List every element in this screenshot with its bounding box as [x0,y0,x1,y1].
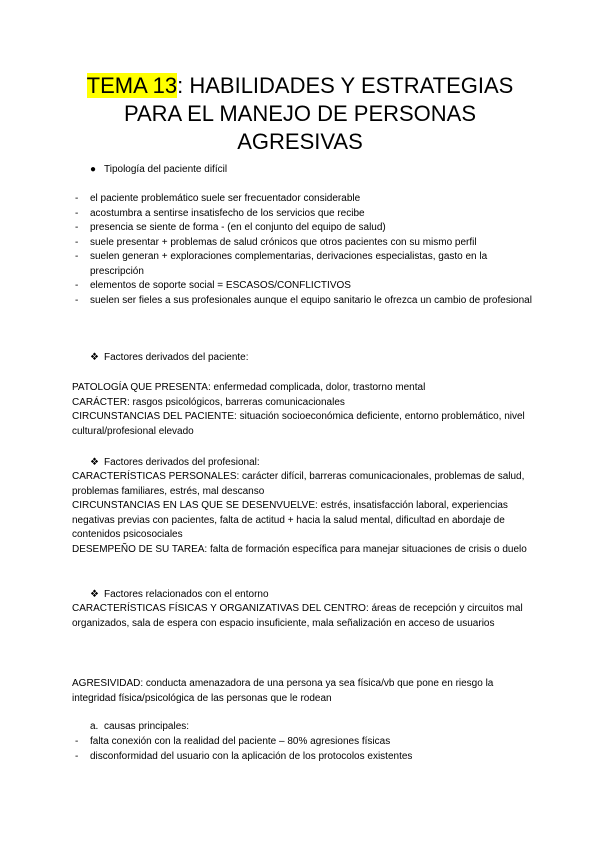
list-item: - elementos de soporte social = ESCASOS/CONFLICTIVOS [75,280,351,291]
list-item: - presencia se siente de forma - (en el conjunto del equipo de salud) [75,222,386,233]
page-title [60,72,540,156]
list-item: - suele presentar + problemas de salud crónicos que otros pacientes con su mismo perfil [75,236,477,248]
list-item: - disconformidad del usuario con la aplicación de los protocolos existentes [75,750,413,762]
text-line: DESEMPEÑO DE SU TAREA: falta de formación específica para manejar situaciones de crisis o duelo [72,543,527,555]
section1-heading-text: Tipología del paciente difícil [104,164,228,175]
list-item: - acostumbra a sentirse insatisfecho de los servicios que recibe [75,207,365,219]
text-line: CARACTERÍSTICAS PERSONALES: carácter difícil, barreras comunicacionales, problemas de salud, problemas familiares, estrés, mal descanso [72,471,525,497]
section4-heading-text: Factores relacionados con el entorno [104,589,269,600]
diamond-bullet-icon: ❖ [90,589,99,600]
title-text: : HABILIDADES Y ESTRATEGIAS PARA EL MANEJO DE PERSONAS AGRESIVAS [123,73,514,154]
diamond-bullet-icon: ❖ [90,457,99,468]
diamond-bullet-icon: ❖ [90,352,99,363]
agresividad-definition: AGRESIVIDAD: conducta amenazadora de una persona ya sea física/vb que pone en riesgo la integridad física/psicológica de las personas que le rodean [72,678,494,704]
section2-heading [90,351,249,366]
list-item: - falta conexión con la realidad del paciente – 80% agresiones físicas [75,736,391,747]
section2-heading-text: Factores derivados del paciente: [104,352,249,363]
section2-body [72,381,537,439]
list-item: - el paciente problemático suele ser frecuentador considerable [75,193,361,204]
section3-heading [90,456,260,471]
section3-heading-text: Factores derivados del profesional: [104,457,260,468]
text-line: PATOLOGÍA QUE PRESENTA: enfermedad complicada, dolor, trastorno mental [72,382,426,393]
section4-heading [90,588,269,603]
bullet-icon: ● [90,164,97,175]
section1-heading [90,163,227,178]
section3-body [72,470,537,557]
list-marker: a. [90,721,99,732]
text-line: CIRCUNSTANCIAS EN LAS QUE SE DESENVUELVE: estrés, insatisfacción laboral, experiencias negativas previas con pacientes, falta de actitud + hacia la salud mental, dificultad en abordaje de contenidos psicosociales [72,500,508,540]
section1-list [75,192,535,308]
causas-heading [90,720,189,735]
causas-heading-text: causas principales: [104,721,190,732]
causas-list [75,735,535,764]
text-line: CARÁCTER: rasgos psicológicos, barreras comunicacionales [72,396,345,408]
title-highlight: TEMA 13 [86,73,178,98]
text-line: CARACTERÍSTICAS FÍSICAS Y ORGANIZATIVAS DEL CENTRO: áreas de recepción y circuitos mal organizados, sala de espera con espacio insuficiente, mala señalización en acceso de usuarios [72,603,523,629]
list-item: - suelen ser fieles a sus profesionales aunque el equipo sanitario le ofrezca un cambio de profesional [75,294,532,306]
section4-body [72,602,537,631]
list-item: - suelen generan + exploraciones complementarias, derivaciones especialistas, gasto en la prescripción [75,251,488,277]
text-line: CIRCUNSTANCIAS DEL PACIENTE: situación socioeconómica deficiente, entorno problemático, nivel cultural/profesional elevado [72,411,525,437]
